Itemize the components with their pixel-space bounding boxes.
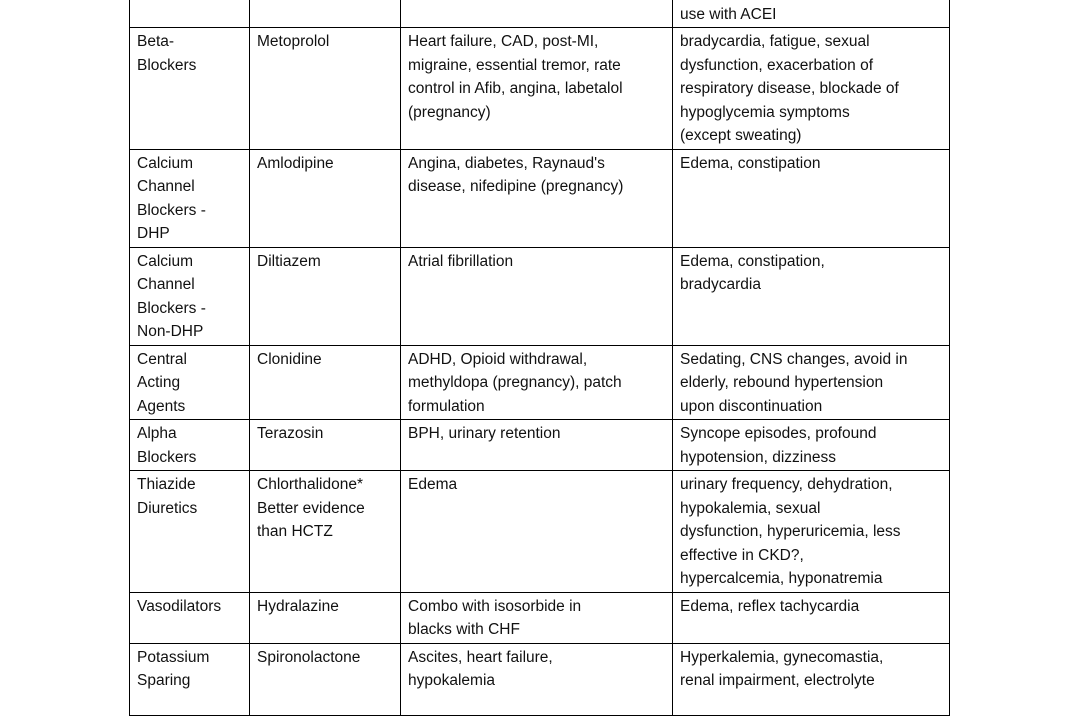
example-drug-cell: Terazosin [250,420,401,471]
indications-cell: Angina, diabetes, Raynaud's disease, nifedipine (pregnancy) [401,149,673,247]
drug-class-cell: Alpha Blockers [130,420,250,471]
example-drug-cell: Spironolactone [250,643,401,715]
side-effects-cell: Edema, reflex tachycardia [673,592,950,643]
example-drug-cell: Amlodipine [250,149,401,247]
indications-cell: Combo with isosorbide in blacks with CHF [401,592,673,643]
drug-class-cell: Calcium Channel Blockers - Non-DHP [130,247,250,345]
side-effects-cell: Syncope episodes, profound hypotension, dizziness [673,420,950,471]
table-row [130,149,950,247]
drug-class-cell: Thiazide Diuretics [130,471,250,593]
drug-class-cell: Calcium Channel Blockers - DHP [130,149,250,247]
drug-class-cell: Potassium Sparing [130,643,250,715]
example-drug-cell: Diltiazem [250,247,401,345]
side-effects-cell: Sedating, CNS changes, avoid in elderly, rebound hypertension upon discontinuation [673,345,950,420]
drug-class-cell: Beta- Blockers [130,28,250,150]
example-drug-cell [250,0,401,28]
indications-cell: Atrial fibrillation [401,247,673,345]
side-effects-cell: urinary frequency, dehydration, hypokalemia, sexual dysfunction, hyperuricemia, less effective in CKD?, hypercalcemia, hyponatremia [673,471,950,593]
table-row [130,0,950,28]
table-row [130,345,950,420]
side-effects-cell: bradycardia, fatigue, sexual dysfunction, exacerbation of respiratory disease, blockade of hypoglycemia symptoms (except sweating) [673,28,950,150]
side-effects-cell: Edema, constipation [673,149,950,247]
antihypertensive-table [129,0,950,716]
drug-class-cell [130,0,250,28]
table-row [130,420,950,471]
indications-cell: Heart failure, CAD, post-MI, migraine, essential tremor, rate control in Afib, angina, labetalol (pregnancy) [401,28,673,150]
table-row [130,592,950,643]
table-row [130,247,950,345]
indications-cell: ADHD, Opioid withdrawal, methyldopa (pregnancy), patch formulation [401,345,673,420]
indications-cell [401,0,673,28]
example-drug-cell: Metoprolol [250,28,401,150]
side-effects-cell: use with ACEI [673,0,950,28]
side-effects-cell: Hyperkalemia, gynecomastia, renal impairment, electrolyte [673,643,950,715]
indications-cell: BPH, urinary retention [401,420,673,471]
drug-class-cell: Central Acting Agents [130,345,250,420]
example-drug-cell: Clonidine [250,345,401,420]
table-row [130,643,950,715]
drug-class-cell: Vasodilators [130,592,250,643]
indications-cell: Edema [401,471,673,593]
example-drug-cell: Hydralazine [250,592,401,643]
side-effects-cell: Edema, constipation, bradycardia [673,247,950,345]
table-row [130,471,950,593]
indications-cell: Ascites, heart failure, hypokalemia [401,643,673,715]
table-row [130,28,950,150]
example-drug-cell: Chlorthalidone* Better evidence than HCTZ [250,471,401,593]
